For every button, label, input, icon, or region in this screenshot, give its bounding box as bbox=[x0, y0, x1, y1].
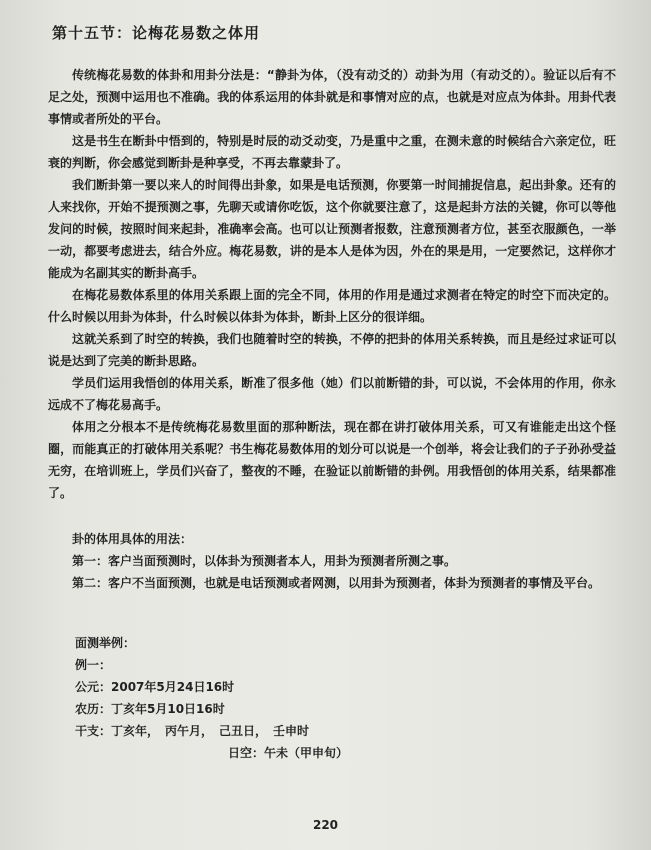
page-number: 220 bbox=[312, 818, 339, 832]
example-gregorian-date: 公元：2007年5月24日16时 bbox=[75, 680, 235, 694]
example-label: 面测举例： bbox=[75, 636, 136, 650]
paragraph: 这就关系到了时空的转换，我们也随着时空的转换，不停的把卦的体用关系转换，而且是经过求证可以说是达到了完美的断卦思路。 bbox=[48, 332, 616, 368]
paragraph: 体用之分根本不是传统梅花易数里面的那种断法，现在都在讲打破体用关系，可又有谁能走出这个怪圈，而能真正的打破体用关系呢？书生梅花易数体用的划分可以说是一个创举，将会让我们的子子孙孙受益无穷，在培训班上，学员们兴奋了，整夜的不睡，在验证以前断错的卦例。用我悟创的体用关系，结果都准了。 bbox=[48, 420, 616, 500]
paragraph: 我们断卦第一要以来人的时间得出卦象，如果是电话预测，你要第一时间捕捉信息，起出卦象。还有的人来找你，开始不提预测之事，先聊天或请你吃饭，这个你就要注意了，这是起卦方法的关键，你可以等他发问的时候，按照时间来起卦，准确率会高。也可以让预测者报数，注意预测者方位，甚至衣服颜色，一举一动，都要考虑进去，结合外应。梅花易数，讲的是本人是体为因，外在的果是用，一定要然记，这样你才能成为名副其实的断卦高手。 bbox=[48, 178, 616, 280]
example-lunar-date: 农历：丁亥年5月10日16时 bbox=[75, 702, 225, 716]
method-second: 第二：客户不当面预测，也就是电话预测或者网测，以用卦为预测者，体卦为预测者的事情及平台。 bbox=[72, 576, 601, 590]
body-text bbox=[48, 64, 616, 504]
example-day-void: 日空：午未（甲申旬） bbox=[228, 746, 349, 760]
paragraph: 学员们运用我悟创的体用关系，断准了很多他（她）们以前断错的卦，可以说，不会体用的作用，你永远成不了梅花易高手。 bbox=[48, 376, 616, 412]
method-first: 第一：客户当面预测时，以体卦为预测者本人，用卦为预测者所测之事。 bbox=[72, 554, 457, 568]
example-block bbox=[75, 632, 348, 764]
paragraph: 这是书生在断卦中悟到的，特别是时辰的动爻动变，乃是重中之重，在测未意的时候结合六亲定位，旺衰的判断，你会感觉到断卦是种享受，不再去靠蒙卦了。 bbox=[48, 134, 616, 170]
paragraph: 传统梅花易数的体卦和用卦分法是：“静卦为体，（没有动爻的）动卦为用（有动爻的）。验证以后有不足之处，预测中运用也不准确。我的体系运用的体卦就是和事情对应的点，也就是对应点为体卦。用卦代表事情或者所处的平台。 bbox=[48, 68, 616, 126]
paragraph: 在梅花易数体系里的体用关系跟上面的完全不同，体用的作用是通过求测者在特定的时空下而决定的。什么时候以用卦为体卦，什么时候以体卦为体卦，断卦上区分的很详细。 bbox=[48, 288, 616, 324]
example-case: 例一： bbox=[75, 658, 112, 672]
usage-methods bbox=[48, 528, 616, 594]
section-title: 第十五节：论梅花易数之体用 bbox=[52, 24, 261, 42]
example-ganzhi: 干支：丁亥年， 丙午月， 己丑日， 壬申时 bbox=[75, 724, 310, 738]
methods-heading: 卦的体用具体的用法： bbox=[72, 532, 193, 546]
